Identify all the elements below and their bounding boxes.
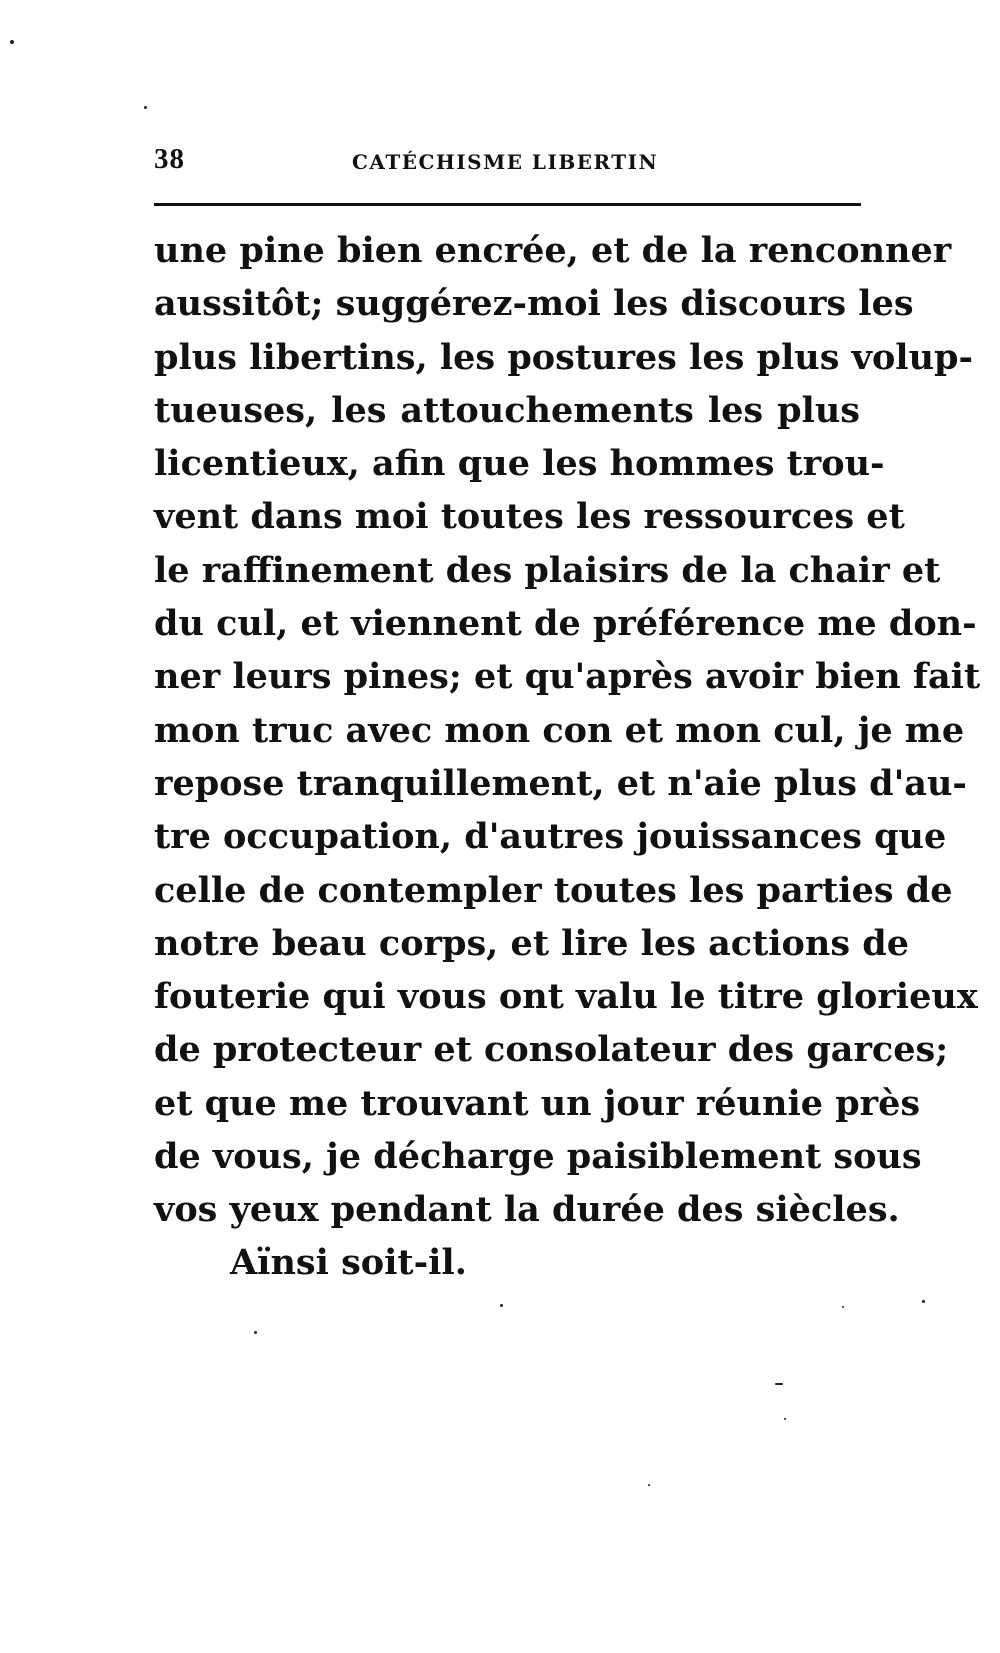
header-rule: [154, 203, 861, 206]
body-text: [154, 224, 981, 1237]
text-line: une pine bien encrée, et de la renconner: [154, 230, 952, 271]
scan-speck: [500, 1304, 503, 1307]
page-number: 38: [154, 143, 185, 175]
scan-speck: [784, 1418, 786, 1420]
text-line: mon truc avec mon con et mon cul, je me: [154, 709, 965, 751]
text-line: aussitôt; suggérez-moi les discours les: [154, 283, 914, 325]
text-line: de vous, je décharge paisiblement sous: [154, 1136, 922, 1178]
running-title: CATÉCHISME LIBERTIN: [352, 150, 659, 174]
text-line: licentieux, afin que les hommes trou-: [154, 443, 885, 485]
text-line: plus libertins, les postures les plus volup-: [154, 336, 974, 378]
scan-speck: [648, 1484, 650, 1486]
closing-line: Aïnsi soit-il.: [230, 1242, 467, 1283]
text-line: vent dans moi toutes les ressources et: [154, 496, 905, 538]
scan-speck: [10, 40, 14, 44]
scan-speck: [775, 1383, 783, 1385]
text-line: le raffinement des plaisirs de la chair et: [154, 549, 941, 591]
text-line: et que me trouvant un jour réunie près: [154, 1082, 921, 1124]
text-line: repose tranquillement, et n'aie plus d'au-: [154, 762, 967, 804]
text-line: ner leurs pines; et qu'après avoir bien fait: [154, 656, 981, 698]
text-line: du cul, et viennent de préférence me don-: [154, 603, 977, 645]
text-line: celle de contempler toutes les parties de: [154, 869, 953, 911]
text-line: de protecteur et consolateur des garces;: [154, 1029, 949, 1071]
text-line: vos yeux pendant la durée des siècles.: [154, 1189, 900, 1231]
text-line: tre occupation, d'autres jouissances que: [154, 816, 947, 858]
page-header: [154, 143, 860, 183]
scan-speck: [922, 1300, 925, 1303]
text-line: notre beau corps, et lire les actions de: [154, 922, 909, 964]
scan-speck: [842, 1306, 844, 1308]
scan-speck: [144, 106, 147, 109]
scan-speck: [254, 1331, 257, 1334]
text-line: tueuses, les attouchements les plus: [154, 389, 860, 431]
text-line: fouterie qui vous ont valu le titre glorieux: [154, 976, 978, 1018]
